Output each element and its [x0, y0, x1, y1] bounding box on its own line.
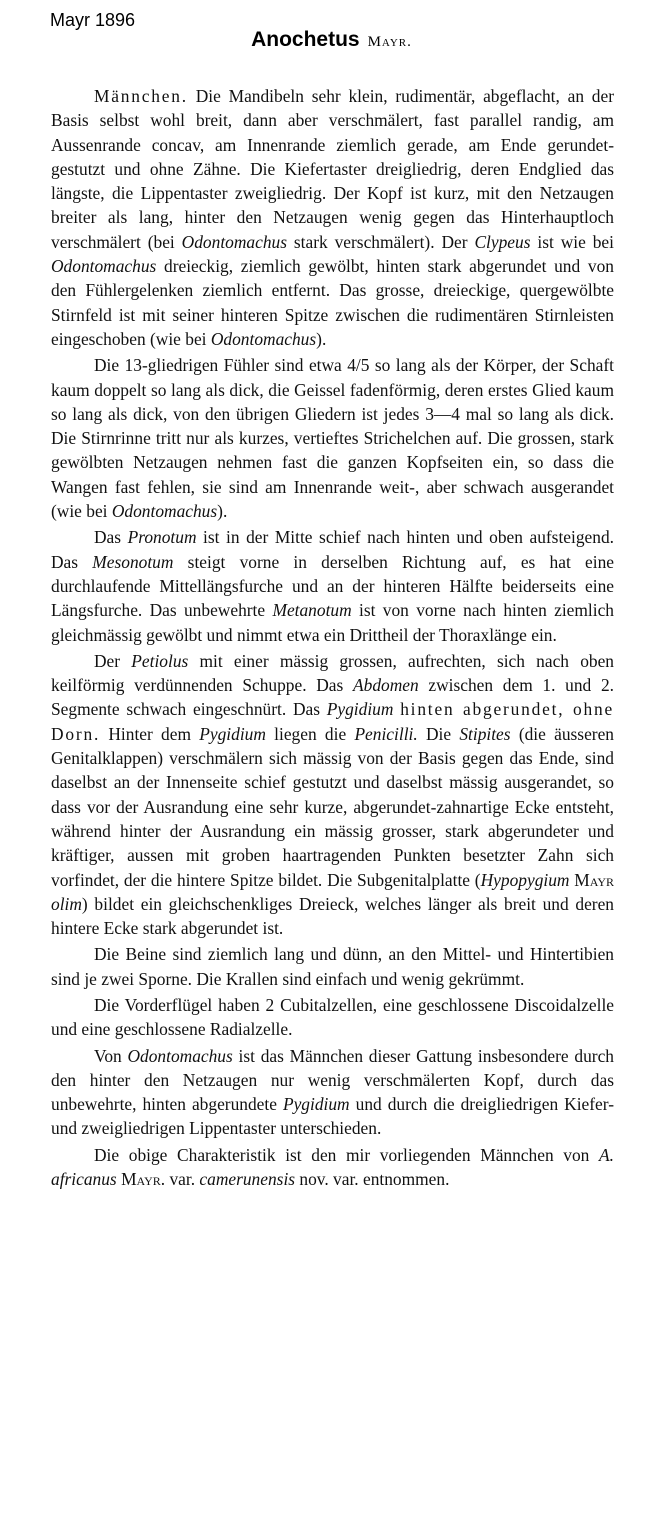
paragraph: [51, 525, 614, 646]
italic-term: camerunensis: [199, 1169, 296, 1190]
text-run: Die Vorderflügel haben 2 Cubitalzellen, eine geschlossene Discoidalzelle und eine geschlossene Radialzelle.: [51, 994, 614, 1040]
italic-term: Odontomachus: [51, 256, 157, 277]
text-run: steigt vorne in derselben Richtung auf, es hat eine durchlaufende Mittellängsfurche und an der hinteren Hälfte beiderseits eine Längsfurche. Das unbewehrte: [51, 551, 614, 621]
italic-term: Odontomachus: [127, 1045, 233, 1066]
text-run: ist von vorne nach hinten ziemlich gleichmässig gewölbt und nimmt etwa ein Drittheil der Thoraxlänge ein.: [51, 600, 614, 645]
italic-term: Penicilli.: [354, 723, 418, 744]
author-name: Mayr: [574, 869, 614, 890]
text-run: ist wie bei: [530, 231, 614, 252]
text-run: (die äusseren Genitalklappen) verschmälern sich mässig von der Basis gegen das Ende, sind daselbst an der Innenseite schief gestutzt und daselbst mässig ausgerandet, so dass vor der Ausrandung eine sehr kurze, abgerundet-zahnartige Ecke entsteht, während hinter der Ausrandung ein mässig grosser, stark abgerundeter und kräftiger, aussen mit groben haartragenden Punkten besetzter Zahn sich vorfindet, der die hintere Spitze bildet. Die Subgenitalplatte (: [51, 723, 614, 890]
text-run: nov. var. entnommen.: [295, 1169, 450, 1190]
paragraph: [51, 1143, 614, 1192]
text-run: ).: [217, 501, 228, 522]
italic-term: Pronotum: [127, 527, 197, 548]
text-run: . var.: [160, 1169, 200, 1190]
paragraph: [51, 1044, 614, 1141]
fraction: 4/5: [347, 355, 370, 376]
page-title: [0, 28, 663, 52]
text-run: Die 13-gliedrigen Fühler sind etwa: [94, 355, 348, 376]
text-run: ist in der Mitte schief nach hinten und oben aufsteigend. Das: [51, 527, 614, 572]
italic-term: A. africanus: [51, 1144, 614, 1190]
author-name: Mayr: [121, 1169, 161, 1190]
italic-term: Hypopygium: [480, 869, 570, 890]
italic-term: Clypeus: [474, 231, 531, 252]
genus-author: Mayr.: [367, 34, 412, 50]
text-run: liegen die: [265, 723, 355, 744]
text-run: ist das Männchen dieser Gattung insbesondere durch den hinter den Netzaugen nur wenig verschmälerten Kopf, durch das unbewehrte, hinten abgerundete: [51, 1045, 614, 1115]
text-run: zwischen dem 1. und 2. Segmente schwach eingeschnürt. Das: [51, 675, 614, 720]
italic-term: Petiolus: [131, 650, 189, 671]
text-run: ) bildet ein gleichschenkliges Dreieck, welches länger als breit und deren hintere Ecke stark abgerundet ist.: [51, 893, 614, 939]
text-run: Der: [94, 650, 132, 671]
paragraph: [51, 993, 614, 1042]
paragraph: [51, 353, 614, 523]
text-run: Hinter dem: [100, 723, 200, 744]
text-run: so lang als der Körper, der Schaft kaum doppelt so lang als dick, die Geissel fadenförmig, deren erstes Glied kaum so lang als dick, von den übrigen Gliedern ist jedes 3—4 mal so lang als dick. Die Stirnrinne tritt nur als kurzes, vertieftes Strichelchen auf. Die grossen, stark gewölbten Netzaugen nehmen fast die ganzen Kopfseiten ein, so dass die Wangen fast fehlen, sie sind am Innenrande weit-, aber schwach ausgerandet (wie bei: [51, 355, 614, 522]
text-run: stark verschmälert). Der: [286, 231, 475, 252]
paragraph: [51, 649, 614, 941]
text-run: Die Mandibeln sehr klein, rudimentär, abgeflacht, an der Basis selbst wohl breit, dann aber verschmälert, fast parallel randig, am Aussenrande concav, am Innenrande ziemlich gerade, am Ende gerundet-gestutzt und ohne Zähne. Die Kiefertaster dreigliedrig, deren Endglied das längste, die Lippentaster zweigliedrig. Der Kopf ist kurz, mit den Netzaugen breiter als lang, hinter den Netzaugen wenig gegen das Hinterhauptloch verschmälert (bei: [51, 86, 614, 252]
text-run: dreieckig, ziemlich gewölbt, hinten stark abgerundet und von den Fühlergelenken ziemlich entfernt. Das grosse, dreieckige, quergewölbte Stirnfeld ist mit seiner hinteren Spitze zwischen die rudimentären Stirnleisten eingeschoben (wie bei: [51, 256, 614, 349]
spaced-text: Männchen.: [94, 86, 188, 106]
italic-term: Odontomachus: [181, 231, 287, 252]
description-text: [51, 84, 614, 1193]
text-run: Die Beine sind ziemlich lang und dünn, an den Mittel- und Hintertibien sind je zwei Sporne. Die Krallen sind einfach und wenig gekrümmt.: [51, 944, 614, 989]
italic-term: olim: [51, 893, 82, 914]
italic-term: Mesonotum: [92, 551, 174, 572]
citation-label: Mayr 1896: [50, 10, 136, 30]
italic-term: Abdomen: [353, 675, 419, 696]
text-run: und durch die dreigliedrigen Kiefer- und zweigliedrigen Lippentaster unterschieden.: [51, 1094, 615, 1139]
text-run: ).: [316, 328, 327, 349]
text-run: Die obige Charakteristik ist den mir vorliegenden Männchen von: [94, 1144, 600, 1165]
italic-term: Pygidium: [282, 1094, 350, 1115]
spaced-text: hinten abgerundet, ohne Dorn.: [51, 699, 614, 744]
genus-name: Anochetus: [251, 28, 360, 51]
italic-term: Odontomachus: [111, 501, 218, 522]
text-run: Von: [94, 1045, 128, 1066]
text-run: Die: [417, 723, 460, 744]
text-run: mit einer mässig grossen, aufrechten, sich nach oben keilförmig verdünnenden Schuppe. Das: [51, 650, 614, 696]
italic-term: Stipites: [459, 723, 511, 744]
paragraph: [51, 942, 614, 991]
paragraph: [51, 84, 614, 351]
italic-term: Pygidium: [326, 699, 394, 720]
italic-term: Odontomachus: [210, 328, 317, 349]
italic-term: Metanotum: [272, 600, 352, 621]
italic-term: Pygidium: [199, 723, 266, 744]
text-run: Das: [94, 527, 128, 548]
